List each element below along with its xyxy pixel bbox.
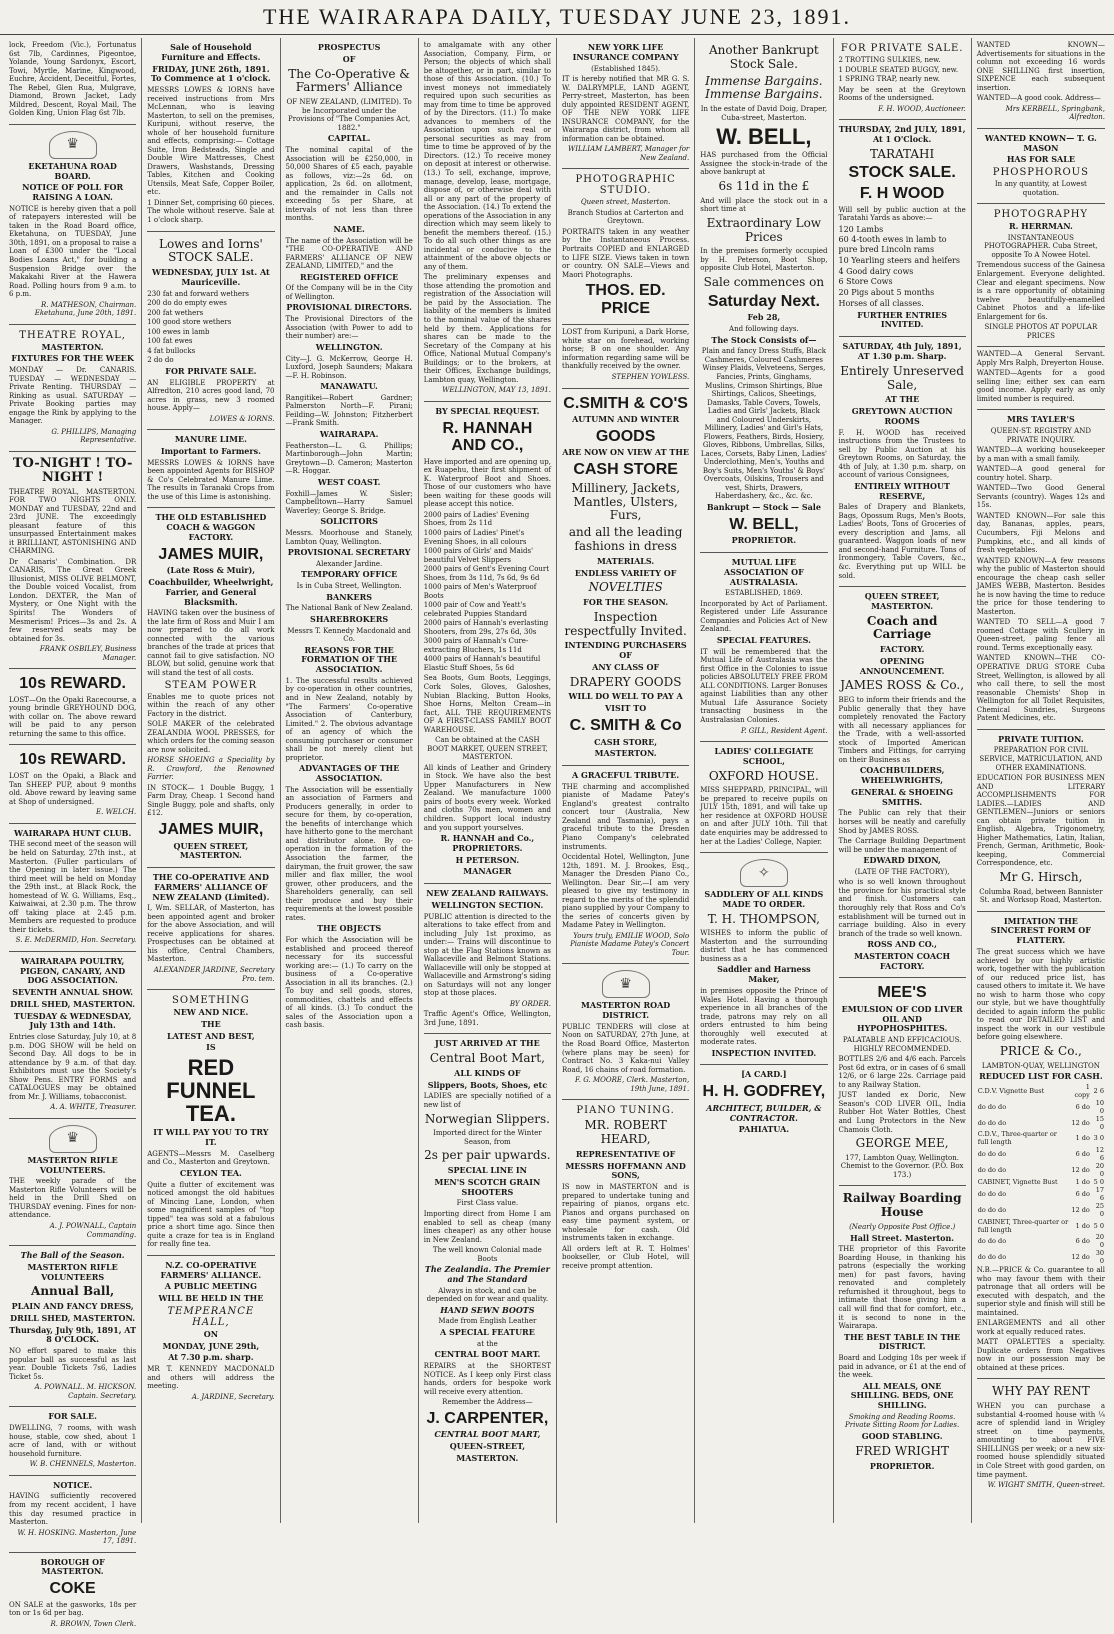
mutual-life-ad: MUTUAL LIFE ASSOCIATION OF AUSTRALASIA. ESTABLISHED, 1869. Incorporated by Act of Parliament. Registered under Life Assurance Companies and Policies Act of New Zealand. SPECIAL FEATURES. IT will be remembered that the Mutual Life of Australasia was the first Office in the Colonies to issue policies ABSOLUTELY FREE FROM ALL CONDITIONS. Larger Bonuses against Liabilities than any other Mutual Life Assurance Society transacting business in the Australasian Colonies. P. GILL, Resident Agent. [700,553,827,742]
private-sale-items: 2 TROTTING SULKIES, new. 1 DOUBLE SEATED BUGGY, new. 1 SPRING TRAP, nearly new. [838,56,959,84]
royal-crest-icon: ♛ [602,970,650,998]
bankrupt-stock-ad: Another Bankrupt Stock Sale. Immense Bargains. Immense Bargains. In the estate of David Doig, Draper, Cuba-street, Masterton. W. BELL, HAS purchased from the Official Assignee the stock-in-trade of the above bankrupt at 6s 11d in the £ And will place the stock out in a short time at Extraordinary Low Prices In the premises formerly occupied by H. Peterson, Boot Shop, opposite Club Hotel, Masterton. Sale commences on Saturday Next. Feb 28, And following days. The Stock Consists of— Plain and fancy Dress Stuffs, Black Cashmeres, Coloured Cashmeres Winsey Plaids, Velveteens, Serges, Fancies, Prints, Ginghams, Muslins, Crimson Shirtings, Blue Shirtings, Calicos, Sheetings, Damasks, Table Covers, Towels, Ladies and Girls' Jackets, Black and Coloured Underskirts, Millinery, Ladies' and Girl's Hats, Flowers, Feathers, Birds, Hosiery, Gloves, Ribbons, Umbrellas, Silks, Laces, Corsets, Baby Linen, Ladies' Underclothing, Men's, Youths and Boy's Suits, Men's Youths' & Boys' Overcoats, Oilskins, Trousers and vest, Shirts, Drawers, Haberdashery, &c., &c. &c. Bankrupt — Stock — Sale W. BELL, PROPRIETOR. [700,38,827,553]
prospectus-ad: PROSPECTUS OF The Co-Operative & Farmers' Alliance OF NEW ZEALAND, (LIMITED). To be Incorporated under the Provisions of "The Companies Act, 1882." CAPITAL. The nominal capital of the Association will be £250,000, in 50,000 Shares of £5 each, payable as follows, viz:—2s 6d. on application, 2s 6d. on allotment, and the remainder in Calls not exceeding 5s per Share, at intervals of not less than three months. NAME. The name of the Association will be "THE CO-OPERATIVE AND FARMERS' ALLIANCE OF NEW ZEALAND, LIMITED," and the REGISTERED OFFICE Of the Company will be in the City of Wellington. PROVISIONAL DIRECTORS. The Provisional Directors of the Association (with Power to add to their number) are:— WELLINGTON. City—J. G. McKerrow, George H. Luxford, Joseph Saunders; Makara—F. H. Robinson. MANAWATU. Rangitikei—Robert Gardner; Palmerston North—F. Pirani; Feilding—W. Johnston; Fitzherbert—Frank Smith. WAIRARAPA. Featherston—L. G. Phillips; Martinborough—John Martin; Greytown—D. Cameron; Masterton—R. Hoggar. WEST COAST. Foxhill—James W. Sisler; Campbelltown—Harry Samuel Waverley; George S. Bridge. SOLICITORS Messrs. Moorhouse and Stanely, Lambton Quay, Wellington. PROVISIONAL SECRETARY Alexander Jardine. TEMPORARY OFFICE Is in Cuba Street, Wellington. BANKERS The National Bank of New Zealand. SHAREBROKERS Messrs T. Kennedy Macdonald and Co. REASONS FOR THE FORMATION OF THE ASSOCIATION. 1. The successful results achieved by co-operation in other countries, and in New Zealand, notably by "The Farmers' Co-operative Association of Canterbury, Limited." 2. The obvious advantage of an agency of which the consuming purchaser or consumer shall be not merely client but proprietor. ADVANTAGES OF THE ASSOCIATION. The Association will be essentially an association of Farmers and Producers generally, in order to secure for them, by co-operation, the benefits of interchange which have hitherto gone to the merchant and distributor alone. By co-operation in the formation of the Association the farmer, the dairyman, the fruit grower, the saw miller and flax miller, the wool grower, other producers, and the Shareholders generally, can sell their produce and buy their requirements at the lowest possible rates. THE OBJECTS For which the Association will be established and proceed thereof necessary for its successful working are:— (1.) To carry on the business of a Co-operative Association in all its branches. (2.) To buy and sell goods, stores, commodities, chattels and effects of all kinds. (3.) To conduct the sales of the Association upon a cash basis. [285,42,413,1030]
smith-cash-store-ad: C.SMITH & CO'S AUTUMN AND WINTER GOODS ARE NOW ON VIEW AT THE CASH STORE Millinery, Jackets, Mantles, Ulsters, Furs, and all the leading fashions in dress MATERIALS. ENDLESS VARIETY OF NOVELTIES FOR THE SEASON. Inspection respectfully Invited. INTENDING PURCHASERS OF ANY CLASS OF DRAPERY GOODS WILL DO WELL TO PAY A VISIT TO C. SMITH & Co CASH STORE, MASTERTON. [562,389,689,767]
column-7 [834,38,972,1523]
rifle-volunteers-ad: ♛ MASTERTON RIFLE VOLUNTEERS. THE weekly parade of the Masterton Rifle Volunteers will be held in the Drill Shed on THURSDAY evening. Fines for non-attendance. A. J. POWNALL, Captain Commanding. [9,1119,136,1246]
price-item: do do do [977,1118,1007,1127]
price-amount: 25 0 [1095,1201,1104,1218]
price-row [977,1179,1105,1187]
wanted-known-ad: WANTED KNOWN—Advertisements for situations in the column not exceeding 16 words ONE SHILLING first insertion, SIXPENCE each subsequent insertion. WANTED—A good cook. Address— Mrs KERBELL, Springbank, Alfredton. [977,38,1105,129]
price-row [977,1100,1105,1116]
price-amount: 30 0 [1095,1249,1104,1266]
price-item: do do do [977,1166,1007,1175]
taylor-registry-ad: MRS TAYLER'S QUEEN-ST. REGISTRY AND PRIVATE INQUIRY. WANTED—A working housekeeper by a man with a small family. WANTED—A good general for country hotel. Sharp. WANTED—Two Good General Servants (country). Wages 12s and 15s. WANTED KNOWN—For sale this day, Bananas, apples, pears, Cucumbers, Fiji Melons and Pumpkins, etc., and all kinds of fresh vegetables. WANTED KNOWN—A few reasons why the public of Masterton should encourage the cheap cash seller JAMES WEBB, Masterton. Besides he is now having the time to reduce the price for those tendering to Masterton. WANTED TO SELL—A good 7 roomed Cottage with Scullery in Queen-street, paling fence all round. Terms exceptionally easy. WANTED KNOWN—THE CO-OPERATIVE DRUG STORE Cuba Street, Wellington, is allowed by all who call there, to sell the most reasonable Chemists' Shop in Wellington for all Toilet Requisites, Chemical Sundries, Surgeons Patent Medicines, etc. [977,410,1105,729]
red-funnel-tea-ad: SOMETHING NEW AND NICE. THE LATEST AND BEST, IS RED FUNNEL TEA. IT WILL PAY YOU TO TRY IT. AGENTS—Messrs M. Caselberg and Co., Masterton and Greytown. CEYLON TEA. Quite a flutter of excitement was noticed amongst the old habitues of Mincing Lane, London, when some magnificent samples of "top tipped" tea was sold at a fabulous price a short time ago. Since then quite a craze for tea is in England for really fine tea. [147,990,274,1256]
stock-list: 230 fat and forward wethers 200 do do empty ewes 200 fat wethers 100 good store wethers 100 ewes in lamb 100 fat ewes 4 fat bullocks 2 do do [147,289,249,365]
coop-agent-ad: THE CO-OPERATIVE AND FARMERS' ALLIANCE OF NEW ZEALAND (Limited). I, Wm. SELLAR, of Masterton, has been appointed agent and broker for the above Association, and will receive applications for shares. Prospectuses can be obtained at his office, Central Chambers, Masterton. ALEXANDER JARDINE, Secretary Pro. tem. [147,868,274,990]
piano-tuning-ad: PIANO TUNING. MR. ROBERT HEARD, REPRESENTATIVE OF MESSRS HOFFMANN AND SONS, IS now in MASTERTON and is prepared to undertake tuning and repairing of pianos, organs etc. Pianos and organs purchased on easy time payment system, or wholesale for cash. Old instruments taken in exchange. All orders left at R. T. Holmes' bookseller, or Club Hotel, will receive prompt attention. [562,1105,690,1270]
price-row [977,1250,1105,1266]
price-qty: 1 do [1075,1177,1090,1186]
price-amount: 5 0 [1093,1177,1104,1186]
james-muir-ad: THE OLD ESTABLISHED COACH & WAGGON FACTORY. JAMES MUIR, (Late Ross & Muir), Coachbuilder, Wheelwright, Farrier, and General Blacksmith. HAVING taken over the business of the late firm of Ross and Muir I am now prepared to do all work connected with the various branches of the trade at prices that cannot fail to give satisfaction. NO BLOW, but solid, genuine work that will stand the test of all costs. STEAM POWER Enables me to quote prices not within the reach of any other Factory in the district. SOLE MAKER of the celebrated ZEALANDIA WOOL PRESSES, for which orders for the coming season are now solicited. HORSE SHOEING a Speciality by R. Crawford, the Renowned Farrier. IN STOCK— 1 Double Buggy, 1 Farm Dray, Cheap. 1 Second hand Single Buggy, pole and shafts, only £12. JAMES MUIR, QUEEN STREET, MASTERTON. [147,508,274,868]
wanted-servant-ad: WANTED—A General Servant. Apply Mrs Ralph, Dreyerton House. WANTED—Agents for a good selling line; either sex can earn good income. Apply early as only limited number is required. [977,347,1105,410]
eketahuna-board-ad: ♛ EKETAHUNA ROAD BOARD. NOTICE OF POLL FOR RAISING A LOAN. NOTICE is hereby given that a poll of ratepayers interested will be taken in the Road Board office, Eketahuna, on TUESDAY, June 30th, 1891, on a proposal to raise a Loan of £300 under the "Local Bodies Loans Act," for building a Suspension Bridge over the Makakahi River at the Hawera Road. Polling hours from 9 a.m. to 6 p.m. R. MATHESON, Chairman. Eketahuna, June 20th, 1891. [9,125,136,325]
graceful-tribute-ad: A GRACEFUL TRIBUTE. THE charming and accomplished pianiste of Madame Patey's England's greatest contralto concert tour (Australia, New Zealand and Tasmania), pays a graceful tribute to the Dresden Piano Company's celebrated instruments. Occidental Hotel, Wellington, June 12th, 1891. M. J. Brookes, Esq., Manager the Dresden Piano Co., Wellington. Dear Sir,—I am very pleased to give my testimony in regard to the merits of the splendid piano supplied by your Company to the series of concerts given by Madame Patey in Wellington. Yours truly, EMILIE WOOD, Solo Pianiste Madame Patey's Concert Tour. [562,766,689,964]
saddlery-ad: ✧ SADDLERY OF ALL KINDS MADE TO ORDER. T. H. THOMPSON, WISHES to inform the public of Masterton and the surrounding district that he has commenced business as a Saddler and Harness Maker, in premises opposite the Prince of Wales Hotel. Having a thorough experience in all branches of the trade, patrons may rely on all orders entrusted to him being thoroughly well executed at moderate rates. INSPECTION INVITED. [700,853,827,1065]
why-pay-rent-ad: WHY PAY RENT WHEN you can purchase a substantial 4-roomed house with ¼ acre of splendid land in Wrigley street on time payments, amounting to about FIVE SHILLINGS per week; or a new six-roomed house splendidly situated in Cole Street with good garden, on time payment. W. WIGHT SMITH, Queen-street. [976,1384,1105,1490]
herrman-photography-ad: PHOTOGRAPHY R. HERRMAN. INSTANTANEOUS PHOTOGRAPHER. Cuba Street, opposite To A Nowee Hotel. Tremendous success of the Gainesa Enlargement. Everyone delighted. Clear and elegant specimens. Now is a rare opportunity of obtaining twelve beautifully-enamelled Cabinet Photos and a life-like Enlargement for 6s. SINGLE PHOTOS AT POPULAR PRICES [977,204,1105,347]
column-8 [972,38,1110,1523]
taratahi-items: 120 Lambs 60 4-tooth ewes in lamb to pure bred Lincoln rams 10 Yearling steers and heifers 4 Good dairy cows 6 Store Cows 20 Pigs about 5 months Horses of all classes. [838,224,960,308]
saddle-icon: ✧ [740,859,788,887]
column-5 [557,38,695,1523]
reward-sheep-pup-ad: 10s REWARD. LOST on the Opaki, a Black and Tan SHEEP PUP, about 9 months old. Above reward by leaving same at Shop of undersigned. E. WELCH. [9,745,136,823]
price-table-body [977,1084,1105,1266]
price-amount: 12 6 [1095,1146,1104,1163]
price-qty: 1 copy [1074,1082,1090,1099]
price-row [977,1131,1105,1147]
godfrey-card-ad: [A CARD.] H. H. GODFREY, ARCHITECT, BUILDER, & CONTRACTOR. PAHIATUA. [702,1069,826,1135]
stock-sale-ad: Lowes and Iorns' STOCK SALE. WEDNESDAY, JULY 1st. At Mauriceville. 230 fat and forward wethers 200 do do empty ewes 200 fat wethers 100 good store wethers 100 ewes in lamb 100 fat ewes 4 fat bullocks 2 do do FOR PRIVATE SALE. AN ELIGIBLE PROPERTY at Alfredton, 210 acres good land, 70 acres in grass, new 3 roomed house. Apply— LOWES & IORNS. [147,232,274,431]
price-row [977,1116,1105,1132]
price-item: do do do [977,1237,1007,1246]
price-qty: 1 do [1075,1221,1090,1230]
hosking-notice: NOTICE. HAVING sufficiently recovered from my recent accident, I have this day resumed practice in Masterton. W. H. HOSKING. Masterton, June 17, 1891. [9,1476,136,1553]
column-6 [695,38,833,1523]
price-amount: 5 0 [1093,1221,1104,1230]
public-meeting-ad: N.Z. CO-OPERATIVE FARMERS' ALLIANCE. A PUBLIC MEETING WILL BE HELD IN THE TEMPERANCE HALL, ON MONDAY, JUNE 29th, At 7.30 p.m. sharp. MR T. KENNEDY MACDONALD and others will address the meeting. A. JARDINE, Secretary. [147,1259,275,1401]
masthead [0,0,1114,35]
hannah-items: 2000 pairs of Ladies' Evening Shoes, from 2s 11d 1000 pairs of Ladies' Pinet's Evening Shoes, in all colours 1000 pairs of Girls' and Maids' beautiful Velvet Slippers 2000 pairs of Gent's Evening Court Shoes, from 3s 11d, 7s 6d, 9s 6d 1000 pairs of Men's Waterproof Boots 1000 pair of Cow and Yeatt's celebrated Puppies Standard 2000 pairs of Hannah's everlasting Shooters, from 29s, 27s 6d, 30s 3000 pairs of Hannah's Cure-extracting Bluchers, 1s 11d 4000 pairs of Hannah's beautiful Elastic Stuff Shoes, 5s 6d [423,510,550,672]
price-row [977,1234,1105,1250]
price-item: CABINET, Three-quarter or full length [977,1217,1069,1234]
price-item: C.D.V. Vignette Bust [977,1086,1045,1095]
price-amount: 15 0 [1095,1114,1104,1131]
price-item: CABINET, Vignette Bust [977,1177,1058,1186]
newspaper-title: THE WAIRARAPA DAILY, TUESDAY JUNE 23, 1891. [262,4,851,29]
annual-ball-ad: The Ball of the Season. MASTERTON RIFLE VOLUNTEERS Annual Ball, PLAIN AND FANCY DRESS, DRILL SHED, MASTERTON. Thursday, July 9th, 1891, AT 8 O'CLOCK. NO effort spared to make this popular ball as successful as last year. Double Tickets 7s6, Ladies Ticket 5s. A. POWNALL. M. HICKSON. Captain. Secretary. [9,1246,136,1407]
price-co-ad: IMITATION THE SINCEREST FORM OF FLATTERY. The great success which we have achieved by our highly artistic work, together with the publication of our reduced price list, has caused others to imitate it. We have no wish to harm those who copy our style, but we have thoughtfully decided to again inform the public to read our DETAILED LIST and inspect the work in our vestibule before going elsewhere. PRICE & Co., LAMBTON-QUAY, WELLINGTON REDUCED LIST FOR CASH. C.D.V. Vignette Bust 1 copy 2 6 do do do 6 do 10 0 do do do 12 do 15 0 C.D.V., Three-quarter or full length 1 do 3 0 do do do 6 do 12 6 do do do 12 do 20 0 CABINET, Vignette Bust 1 do 5 0 do do do 6 do 17 6 do do do 12 do 25 0 CABINET, Three-quarter or full length 1 do 5 0 do do do 6 do 20 0 do do do 12 do 30 0 N.B.—PRICE & Co. guarantee to all who may favour them with their patronage that all orders will be executed with despatch, and the superior style and finish will still be maintained. ENLARGEMENTS and all other work at equally reduced rates. MATT OPALETTES a specialty. Duplicate orders from Negatives now in our possession may be obtained at these prices. [977,912,1105,1380]
greytown-auction-ad: SATURDAY, 4th July, 1891, AT 1.30 p.m. Sharp. Entirely Unreserved Sale, AT THE GREYTOWN AUCTION ROOMS F. H. WOOD has received instructions from the Trustees to sell by Public Auction at his Greytown Rooms, on Saturday, the 4th of July, at 1.30 p.m. sharp, on account of various Consignees, ENTIRELY WITHOUT RESERVE, Bales of Drapery and Blankets, Bags, Opossum Rugs, Men's Boots, Ladies' Boots, Tons of Groceries of every description and Jams, all guaranteed. Waggon loads of new and second-hand Furniture. Tons of Ironmongery, Table Covers, &c., &c. Everything put up WILL be sold. [839,337,966,587]
price-qty: 6 do [1075,1189,1090,1198]
price-qty: 12 do [1071,1166,1090,1175]
railways-ad: NEW ZEALAND RAILWAYS. WELLINGTON SECTION. PUBLIC attention is directed to the alterations to take effect from and including July 1st proximo, as under:— Trains will discontinue to stop at the Flag Stations known as Wallaceville and Belmont Stations. Wallaceville will only be stopped at Wallaceville and Armstrong's siding on Saturdays will not any longer stop at those places. BY ORDER. Traffic Agent's Office, Wellington, 3rd June, 1891. [424,884,551,1034]
reward-greyhound-ad: 10s REWARD. LOST—On the Opaki Racecourse, a young brindle GREYHOUND DOG, with collar on. The above reward will be paid to any person returning the same to this office. [9,669,136,745]
column-2 [142,38,280,1523]
royal-crest-icon: ♛ [49,1125,97,1153]
column-1 [4,38,142,1628]
column-3 [281,38,419,1523]
price-item: do do do [977,1253,1007,1262]
price-qty: 1 do [1075,1134,1090,1143]
ladies-college-ad: LADIES' COLLEGIATE SCHOOL, OXFORD HOUSE. MISS SHEPPARD, PRINCIPAL, will be prepared to receive pupils on JULY 15th, 1891, and will take up her residence at OXFORD HOUSE on and after JULY 10th. Till that date enquiries may be addressed to her at the Ladies' College, Napier. [700,742,827,853]
price-row [977,1084,1105,1100]
price-row [977,1187,1105,1203]
tonight-ad: TO-NIGHT ! TO-NIGHT ! THEATRE ROYAL, MASTERTON. FOR TWO NIGHTS ONLY. MONDAY and TUESDAY, 22nd and 23rd JUNE. The exceedingly pleasant feature of this unsurpassed Entertainment makes it BRILLIANT, ASTONISHING AND CHARMING. Dr Canaris' Combination. DR CANARIS, The Great Greek Illusionist, MISS OLIVE BELMONT, the Double voiced Vocalist, from London. DEXTER, the Man of Mystery, or One Night with the Spirits! The Wonders of Mesmerism! Prices—3s and 2s. A few reserved seats may be obtained for 3s. FRANK OSBILEY, Business Manager. [9,452,136,669]
price-row [977,1163,1105,1179]
coach-factory-ad: QUEEN STREET, MASTERTON. Coach and Carriage FACTORY. OPENING ANNOUNCEMENT. JAMES ROSS & Co., BEG to inform their friends and the Public generally that they have completely renovated the Factory with all necessary appliances for the Trade, with a well-assorted stock of Imported American Timbers and Fittings, for carrying on their Business as COACHBUILDERS, WHEELWRIGHTS, GENERAL & SHOEING SMITHS. The Public can rely that their horses will be neatly and carefully Shod by JAMES ROSS. The Carriage Building Department will be under the management of EDWARD DIXON, (LATE OF THE FACTORY), who is so well known throughout the province for his practical style and finish. Customers can thoroughly rely that Ross and Co's establishment will be turned out in carriage building. Also in every branch of the trade so well known. ROSS AND CO., MASTERTON COACH FACTORY. [839,587,966,978]
new-york-life-ad: NEW YORK LIFE INSURANCE COMPANY (Established 1845). IT is hereby notified that MR G. S. W. DALRYMPLE, LAND AGENT, Perry-street, Masterton, has been duly appointed RESIDENT AGENT, OF THE NEW YORK LIFE INSURANCE COMPANY, for the Wairarapa district, from whom all information can be obtained. WILLIAM LAMBERT, Manager for New Zealand. [562,38,689,169]
price-qty: 12 do [1071,1118,1090,1127]
column-4 [419,38,557,1523]
newspaper-page [4,38,1110,1628]
price-amount: 20 0 [1095,1162,1104,1179]
road-district-ad: ♛ MASTERTON ROAD DISTRICT. PUBLIC TENDERS will close at Noon on SATURDAY, 27th June, at the Road Board Office, Masterton (where plans may be seen) for Contract No. 3 Kaka-nui Valley Road, 16 chains of road formation. F. G. MOORE, Clerk. Masterton, 19th June, 1891. [562,964,689,1100]
hunt-club-ad: WAIRARAPA HUNT CLUB. THE second meet of the season will be held on Saturday, 27th inst., at Masterton. (Fuller particulars of the Opening in later issue.) The third meet will be held on Monday the 29th inst., at Black Rock, the homestead of W. G. Williams, Esq., Kaiwaiwai, at 2.30 p.m. The throw off taking place at 2.45 p.m. Members are requested to produce their tickets. S. E. McDERMID, Hon. Secretary. [9,824,136,952]
price-amount: 17 6 [1095,1185,1104,1202]
manure-lime-ad: MANURE LIME. Important to Farmers. MESSRS LOWES & IORNS have been appointed Agents for BISHOP & Co's Celebrated Manure Lime. The results in Taranaki Crops from the use of this Lime is astonishing. [147,430,274,508]
race-weights: lock, Freedom (Vic.), Fortunatus 6st 7lb, Cardinnes, Pigeontoe, Yolande, Young Sardonyx, Escort, Towi, Myrtle, Marine, Kingwood, Euchre, Accident, Deceitful, Fortes, The Rebel, Glen Rua, Mulgrave, Diamond, Brown Jacket, Lady Mildred, Descent, Royal Mail, The Golden King, Union Flag 6st 7lb. [9,38,136,125]
price-amount: 20 0 [1095,1233,1104,1250]
royal-crest-icon: ♛ [49,131,97,159]
private-sale-ad: FOR PRIVATE SALE. 2 TROTTING SULKIES, new. 1 DOUBLE SEATED BUGGY, new. 1 SPRING TRAP, nearly new. May be seen at the Greytown Rooms of the undersigned. F. H. WOOD, Auctioneer. [839,38,966,120]
furniture-sale-ad: Sale of Household Furniture and Effects. FRIDAY, JUNE 26th, 1891. To Commence at 1 o'clock. MESSRS LOWES & IORNS have received instructions from Mrs McLennan, who is leaving Masterton, to sell on the premises, Kuripuni, without reserve, the whole of her household furniture and effects, comprising:— Cottage Suite, Iron Bedsteads, Single and Double Wire Mattresses, Chest Drawers, Washstands, Dressing Tables, Kitchen and Cooking Utensils, Meat Safe, Copper Boiler, etc. 1 Dinner Set, comprising 60 pieces. The whole without reserve. Sale at 1 o'clock sharp. [147,38,274,232]
photo-studio-ad: PHOTOGRAPHIC STUDIO. Queen street, Masterton. Branch Studios at Carterton and Greytown. PORTRAITS taken in any weather by the Instantaneous Process. Portraits COPIED and ENLARGED to LIFE SIZE. Views taken in town or country. ON SALE—Views and Maori Photographs. THOS. ED. PRICE [562,169,689,325]
price-item: C.D.V., Three-quarter or full length [977,1130,1057,1147]
poultry-show-ad: WAIRARAPA POULTRY, PIGEON, CANARY, AND DOG ASSOCIATION. SEVENTH ANNUAL SHOW. DRILL SHED, MASTERTON. TUESDAY & WEDNESDAY, July 13th and 14th. Entries close Saturday, July 10, at 8 p.m. DOG SHOW will be held on Second Day. All dogs to be in attendance by 9 a.m. of that day. Exhibitors must use the Society's Show Pens. ENTRY FORMS and CATALOGUES may be obtained from Mr. J. Williams, tobacconist. A. A. WHITE, Treasurer. [9,952,136,1119]
price-qty: 6 do [1075,1102,1090,1111]
price-item: do do do [977,1102,1007,1111]
phosphorous-ad: WANTED KNOWN— T. G. MASON HAS FOR SALE PHOSPHOROUS In any quantity, at Lowest quotation. [977,129,1105,204]
central-boot-mart-ad: JUST ARRIVED AT THE Central Boot Mart, ALL KINDS OF Slippers, Boots, Shoes, etc LADIES are specially notified of a new list of Norwegian Slippers. Imported direct for the Winter Season, from 2s per pair upwards. SPECIAL LINE IN MEN'S SCOTCH GRAIN SHOOTERS First Class value. Importing direct from Home I am enabled to sell as cheap (many lines cheaper) as any other house in New Zealand. The well known Colonial made Boots The Zealandia. The Premier and The Standard Always in stock, and can be depended on for wear and quality. HAND SEWN BOOTS Made from English Leather A SPECIAL FEATURE at the CENTRAL BOOT MART. REPAIRS at the SHORTEST NOTICE. As I keep only First class hands, orders for bespoke work will receive every attention. Remember the Address— J. CARPENTER, CENTRAL BOOT MART, QUEEN-STREET, MASTERTON. [423,1038,551,1463]
price-amount: 2 6 [1093,1086,1104,1095]
price-row [977,1203,1105,1219]
price-qty: 6 do [1075,1237,1090,1246]
coke-ad: BOROUGH OF MASTERTON. COKE ON SALE at the gasworks, 18s per ton or 1s 6d per bag. R. BROWN, Town Clerk. [9,1556,137,1628]
price-item: do do do [977,1205,1007,1214]
price-row [977,1147,1105,1163]
price-row [977,1219,1105,1235]
private-tuition-ad: PRIVATE TUITION. PREPARATION FOR CIVIL SERVICE, MATRICULATION, AND OTHER EXAMINATIONS. EDUCATION FOR BUSINESS MEN AND LITERARY ACCOMPLISHMENTS FOR LADIES.—LADIES AND GENTLEMEN—Juniors or seniors can obtain private tuition in English, Algebra, Trigonometry, Higher Mathematics, Latin, Italian, French, German, Arithmetic, Book-keeping, Commercial Correspondence, etc. Mr G. Hirsch, Columba Road, between Bannister St. and Worksop Road, Masterton. [977,730,1105,912]
price-amount: 10 0 [1095,1098,1104,1115]
price-item: do do do [977,1189,1007,1198]
dwelling-sale-ad: FOR SALE. DWELLING, 7 rooms, with wash house, stable, cow shed, about 1 acre of land, with or without household furniture. W. B. CHENNELS, Masterton. [9,1407,136,1475]
price-qty: 6 do [1075,1150,1090,1159]
hannah-boots-ad: BY SPECIAL REQUEST. R. HANNAH AND CO., Have imported and are opening up, ex Ruapehu, their first shipment of K. Waterproof Boot and Shoes. Those of our customers who have been waiting for these goods will please accept this notice. 2000 pairs of Ladies' Evening Shoes, from 2s 11d 1000 pairs of Ladies' Pinet's Evening Shoes, in all colours 1000 pairs of Girls' and Maids' beautiful Velvet Slippers 2000 pairs of Gent's Evening Court Shoes, from 3s 11d, 7s 6d, 9s 6d 1000 pairs of Men's Waterproof Boots 1000 pair of Cow and Yeatt's celebrated Puppies Standard 2000 pairs of Hannah's everlasting Shooters, from 29s, 27s 6d, 30s 3000 pairs of Hannah's Cure-extracting Bluchers, 1s 11d 4000 pairs of Hannah's beautiful Elastic Stuff Shoes, 5s 6d Sea Boots, Gum Boots, Leggings, Cork Soles, Gloves, Galoshes, Nubian Blacking, Button Hooks, Shoe Horns, Melton Cream—in fact, ALL THE REQUIREMENTS OF A FIRST-CLASS FAMILY BOOT WAREHOUSE. Can be obtained at the CASH BOOT MARKET, QUEEN STREET, MASTERTON. All kinds of Leather and Grindery in Stock. We have also the best Upper Manufacturers in New Zealand. We manufacture 1000 pairs of boots every week. Worked and cloths 70s men, women and children. Support local industry and you support yourselves. R. HANNAH and Co., PROPRIETORS. H PETERSON. MANAGER [424,402,551,884]
lost-horse-ad: LOST from Kuripuni, a Dark Horse, white star on forehead, working horse; B on one shoulder. Any information regarding same will be thankfully received by the owner. STEPHEN YOWLESS. [562,325,689,388]
taratahi-stock-sale-ad: THURSDAY, 2nd JULY, 1891, At 1 O'Clock. TARATAHI STOCK SALE. F. H WOOD Will sell by public auction at the Taratahi Yards as above:— 120 Lambs 60 4-tooth ewes in lamb to pure bred Lincoln rams 10 Yearling steers and heifers 4 Good dairy cows 6 Store Cows 20 Pigs about 5 months Horses of all classes. FURTHER ENTRIES INVITED. [839,120,966,337]
prospectus-continued: to amalgamate with any other Association, Company, Firm, or Person; the objects of which shall be altogether, or in part, similar to those of this Association. (10.) To invest moneys not immediately required upon such securities as may from time to time be approved of by the Directors. (11.) To make advances to members of the Association upon such real or personal securities as may from time to time be approved of by the Directors. (12.) To receive money on deposit at interest or otherwise. (13.) To sell, exchange, improve, manage, develop, lease, mortgage, dispose of, or otherwise deal with all or any part of the property of the Association. (14.) To extend the operations of the Association in any direction which may seem likely to benefit the members thereof. (15.) To do all such other things as are incidental or conducive to the attainment of the above objects or any of them. The preliminary expenses and those attending the promotion and registration of the Association will be paid by the Association. The liability of the members is limited to the nominal value of the shares held by them. Applications for shares can be made to the Secretary of the Company at his Office, National Mutual Company's Buildings; or to the brokers, at their Offices, Exchange buildings, Lambton quay, Wellington. WELLINGTON, MAY 13, 1891. [424,38,551,402]
mees-emulsion-ad: MEE'S EMULSION OF COD LIVER OIL AND HYPOPHOSPHITES. PALATABLE AND EFFICACIOUS. HIGHLY RECOMMENDED. BOTTLES 2/6 and 4/6 each. Parcels Post 6d extra, or in cases of 6 small 12/6, or 6 large 22s. Carriage paid to any Railway Station. JUST landed ex Doric, New Season's COD LIVER OIL, India Rubber Hot Water Bottles, Chest and Lung Protectors in the New Chamois Cloth. GEORGE MEE, 177, Lambton Quay, Wellington. Chemist to the Governor. (P.O. Box 173.) [839,978,966,1186]
price-table [977,1084,1105,1266]
price-amount: 3 0 [1093,1134,1104,1143]
price-qty: 12 do [1071,1253,1090,1262]
price-qty: 12 do [1071,1205,1090,1214]
price-item: do do do [977,1150,1007,1159]
theatre-royal-ad: THEATRE ROYAL, MASTERTON. FIXTURES FOR THE WEEK MONDAY — Dr. CANARIS. TUESDAY — WEDNESDAY — Private Renting. THURSDAY — Rinking as usual. SATURDAY — Private Booking parties may engage the Rink by applying to the Manager. G. PHILLIPS, Managing Representative. [9,325,136,452]
railway-boarding-house-ad: Railway Boarding House (Nearly Opposite Post Office.) Hall Street. Masterton. THE proprietor of this Favorite Boarding House, in thanking his patrons (especially the working men) for past favors, having renovated and completely refurnished it throughout, begs to intimate that those giving him a call will find that for comfort, etc., it is second to none in the Wairarapa. THE BEST TABLE IN THE DISTRICT. Board and Lodging 18s per week if paid in advance, or £1 at the end of the week. ALL MEALS, ONE SHILLING. BEDS, ONE SHILLING. Smoking and Reading Rooms. Private Sitting Room for Ladies. GOOD STABLING. FRED WRIGHT PROPRIETOR. [838,1191,966,1471]
